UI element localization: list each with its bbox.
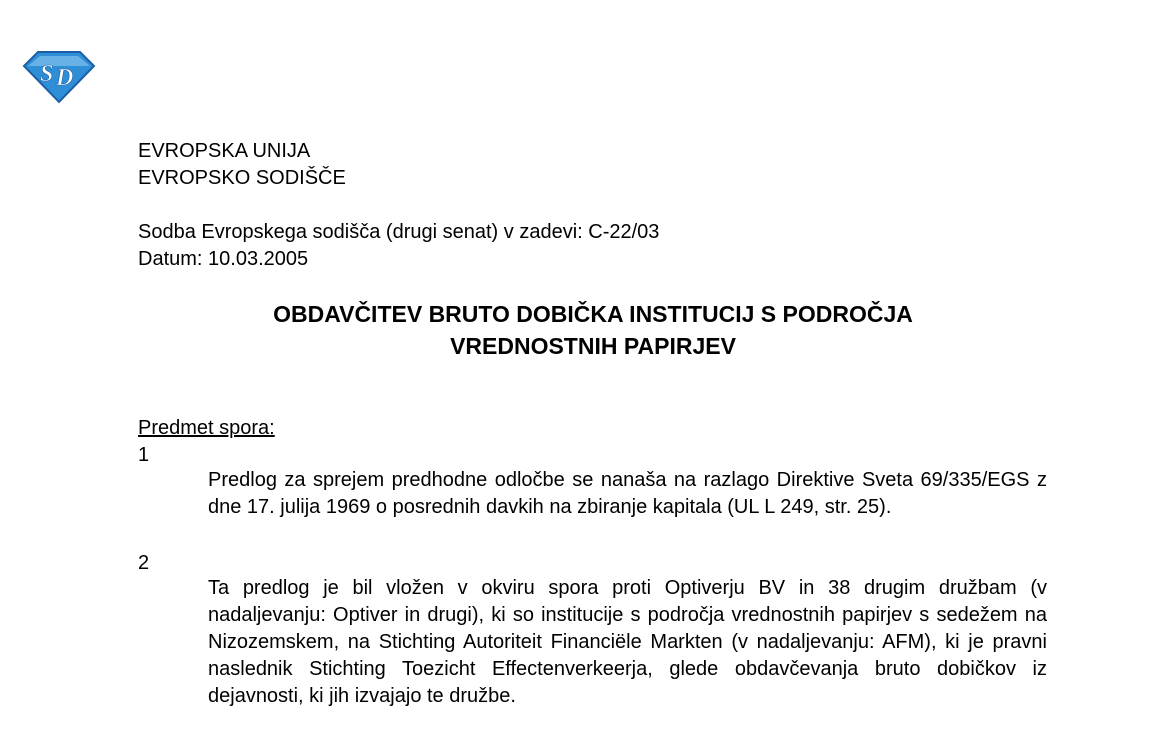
paragraph-number: 2 — [138, 552, 150, 574]
section-heading: Predmet spora: — [138, 417, 275, 439]
paragraph-text: Ta predlog je bil vložen v okviru spora proti Optiverju BV in 38 drugim družbam (v nadaljevanju: Optiver in drugi), ki so institucije s področja vrednostnih papirjev s sedežem na Nizozemskem, na Stichting Autoriteit Financiële Markten (v nadaljevanju: AFM), ki je pravni naslednik Stichting Toezicht Effectenverkeerja, glede obdavčevanja bruto dobičkov iz dejavnosti, ki jih izvajajo te družbe. — [208, 577, 1047, 707]
document-title-line-1: OBDAVČITEV BRUTO DOBIČKA INSTITUCIJ S PODROČJA — [273, 301, 913, 327]
institution-line-1: EVROPSKA UNIJA — [138, 140, 311, 162]
case-date: Datum: 10.03.2005 — [138, 248, 309, 270]
svg-text:D: D — [56, 65, 74, 91]
paragraph-number: 1 — [138, 444, 150, 466]
svg-text:S: S — [40, 61, 54, 87]
institution-line-2: EVROPSKO SODIŠČE — [138, 167, 346, 189]
paragraph-text: Predlog za sprejem predhodne odločbe se nanaša na razlago Direktive Sveta 69/335/EGS z dne 17. julija 1969 o posrednih davkih na zbiranje kapitala (UL L 249, str. 25). — [208, 469, 1047, 518]
sd-logo — [20, 48, 98, 106]
sd-logo-icon — [20, 48, 98, 106]
case-reference: Sodba Evropskega sodišča (drugi senat) v zadevi: C-22/03 — [138, 221, 660, 243]
document-title-line-2: VREDNOSTNIH PAPIRJEV — [450, 333, 736, 359]
